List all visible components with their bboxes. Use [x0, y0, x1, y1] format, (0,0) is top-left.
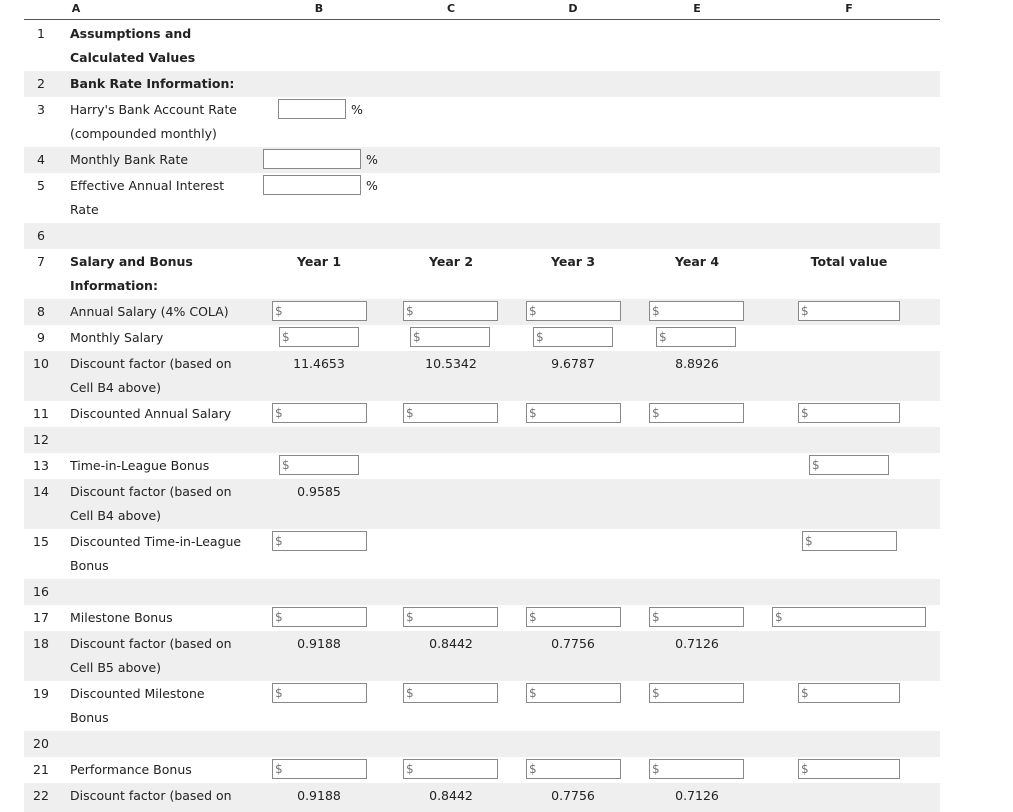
- row-label: Milestone Bonus: [70, 610, 173, 625]
- discounted-milestone-total-input[interactable]: [798, 683, 900, 703]
- header-year-4: Year 4: [674, 254, 720, 269]
- milestone-bonus-year4-input[interactable]: [649, 607, 744, 627]
- row-label-line2: Rate: [70, 202, 99, 217]
- row-number: 7: [37, 254, 45, 269]
- discount-factor-r10-y2: 10.5342: [425, 356, 477, 371]
- header-year-2: Year 2: [428, 254, 474, 269]
- row-number: 8: [37, 304, 45, 319]
- discounted-milestone-year3-input[interactable]: [526, 683, 621, 703]
- header-year-1: Year 1: [296, 254, 342, 269]
- annual-salary-year1-input[interactable]: [272, 301, 367, 321]
- row-label: Harry's Bank Account Rate: [70, 102, 237, 117]
- column-header-b: B: [314, 2, 324, 15]
- discount-factor-r18-y2: 0.8442: [429, 636, 473, 651]
- row-number: 18: [33, 636, 49, 651]
- row-number: 20: [33, 736, 49, 751]
- annual-salary-year3-input[interactable]: [526, 301, 621, 321]
- row-number: 12: [33, 432, 49, 447]
- discounted-salary-total-input[interactable]: [798, 403, 900, 423]
- column-header-f: F: [845, 2, 853, 15]
- annual-salary-year2-input[interactable]: [403, 301, 498, 321]
- percent-sign: %: [366, 178, 378, 193]
- row-label: Discount factor (based on: [70, 788, 232, 803]
- performance-bonus-total-input[interactable]: [798, 759, 900, 779]
- row-label: Discount factor (based on: [70, 356, 232, 371]
- row-band-6: [24, 223, 940, 249]
- performance-bonus-year1-input[interactable]: [272, 759, 367, 779]
- discount-factor-r18-y4: 0.7126: [675, 636, 719, 651]
- row-number: 9: [37, 330, 45, 345]
- header-year-3: Year 3: [550, 254, 596, 269]
- discounted-salary-year3-input[interactable]: [526, 403, 621, 423]
- discount-factor-r22-y1: 0.9188: [297, 788, 341, 803]
- monthly-salary-year3-input[interactable]: [533, 327, 613, 347]
- column-header-e: E: [693, 2, 701, 15]
- row-label-line2: Bonus: [70, 558, 109, 573]
- percent-sign: %: [366, 152, 378, 167]
- discounted-salary-year2-input[interactable]: [403, 403, 498, 423]
- discounted-time-bonus-total-input[interactable]: [802, 531, 897, 551]
- discount-factor-r14-y1: 0.9585: [297, 484, 341, 499]
- row-label-line2: (compounded monthly): [70, 126, 217, 141]
- row-label-line2: Cell B4 above): [70, 380, 162, 395]
- performance-bonus-year3-input[interactable]: [526, 759, 621, 779]
- milestone-bonus-total-input[interactable]: [772, 607, 926, 627]
- row-label: Performance Bonus: [70, 762, 192, 777]
- discount-factor-r10-y1: 11.4653: [293, 356, 345, 371]
- percent-sign: %: [351, 102, 363, 117]
- header-divider: [24, 19, 940, 20]
- row-number: 14: [33, 484, 49, 499]
- row-label: Monthly Bank Rate: [70, 152, 189, 167]
- discount-factor-r22-y3: 0.7756: [551, 788, 595, 803]
- row-label-line2: Calculated Values: [70, 50, 196, 65]
- row-label: Discounted Annual Salary: [70, 406, 232, 421]
- discounted-salary-year1-input[interactable]: [272, 403, 367, 423]
- monthly-bank-rate-input[interactable]: [263, 149, 361, 169]
- milestone-bonus-year1-input[interactable]: [272, 607, 367, 627]
- row-label: Discounted Milestone: [70, 686, 205, 701]
- row-label: Annual Salary (4% COLA): [70, 304, 229, 319]
- discounted-milestone-year2-input[interactable]: [403, 683, 498, 703]
- row-label: Discount factor (based on: [70, 484, 232, 499]
- time-in-league-bonus-total-input[interactable]: [809, 455, 889, 475]
- row-label-line2: Cell B5 above): [70, 660, 162, 675]
- discount-factor-r18-y1: 0.9188: [297, 636, 341, 651]
- monthly-salary-year4-input[interactable]: [656, 327, 736, 347]
- time-in-league-bonus-year1-input[interactable]: [279, 455, 359, 475]
- row-label: Monthly Salary: [70, 330, 164, 345]
- row-number: 22: [33, 788, 49, 803]
- row-band-16: [24, 579, 940, 605]
- row-number: 11: [33, 406, 49, 421]
- column-header-d: D: [568, 2, 578, 15]
- row-label-line2: Information:: [70, 278, 158, 293]
- row-number: 2: [37, 76, 45, 91]
- row-label: Discounted Time-in-League: [70, 534, 242, 549]
- column-header-c: C: [446, 2, 456, 15]
- annual-salary-year4-input[interactable]: [649, 301, 744, 321]
- row-label: Discount factor (based on: [70, 636, 232, 651]
- milestone-bonus-year2-input[interactable]: [403, 607, 498, 627]
- row-band-12: [24, 427, 940, 453]
- column-header-a: A: [71, 2, 81, 15]
- performance-bonus-year4-input[interactable]: [649, 759, 744, 779]
- monthly-salary-year1-input[interactable]: [279, 327, 359, 347]
- row-number: 16: [33, 584, 49, 599]
- discount-factor-r10-y3: 9.6787: [551, 356, 595, 371]
- discounted-milestone-year4-input[interactable]: [649, 683, 744, 703]
- row-number: 13: [33, 458, 49, 473]
- discounted-salary-year4-input[interactable]: [649, 403, 744, 423]
- row-label-line2: Bonus: [70, 710, 109, 725]
- row-label: Effective Annual Interest: [70, 178, 225, 193]
- discounted-time-bonus-year1-input[interactable]: [272, 531, 367, 551]
- row-number: 6: [37, 228, 45, 243]
- row-number: 21: [33, 762, 49, 777]
- discount-factor-r10-y4: 8.8926: [675, 356, 719, 371]
- row-number: 4: [37, 152, 45, 167]
- row-label-line2: Cell B4 above): [70, 508, 162, 523]
- row-number: 3: [37, 102, 45, 117]
- row-label: Assumptions and: [70, 26, 192, 41]
- discount-factor-r22-y2: 0.8442: [429, 788, 473, 803]
- discount-factor-r18-y3: 0.7756: [551, 636, 595, 651]
- effective-annual-rate-input[interactable]: [263, 175, 361, 195]
- discount-factor-r22-y4: 0.7126: [675, 788, 719, 803]
- row-label: Time-in-League Bonus: [70, 458, 210, 473]
- bank-account-rate-input[interactable]: [278, 99, 346, 119]
- row-number: 15: [33, 534, 49, 549]
- row-number: 1: [37, 26, 45, 41]
- row-number: 10: [33, 356, 49, 371]
- monthly-salary-year2-input[interactable]: [410, 327, 490, 347]
- milestone-bonus-year3-input[interactable]: [526, 607, 621, 627]
- row-band-20: [24, 731, 940, 757]
- row-number: 19: [33, 686, 49, 701]
- discounted-milestone-year1-input[interactable]: [272, 683, 367, 703]
- row-label: Bank Rate Information:: [70, 76, 235, 91]
- performance-bonus-year2-input[interactable]: [403, 759, 498, 779]
- row-number: 17: [33, 610, 49, 625]
- row-number: 5: [37, 178, 45, 193]
- annual-salary-total-input[interactable]: [798, 301, 900, 321]
- header-total-value: Total value: [810, 254, 888, 269]
- row-label: Salary and Bonus: [70, 254, 193, 269]
